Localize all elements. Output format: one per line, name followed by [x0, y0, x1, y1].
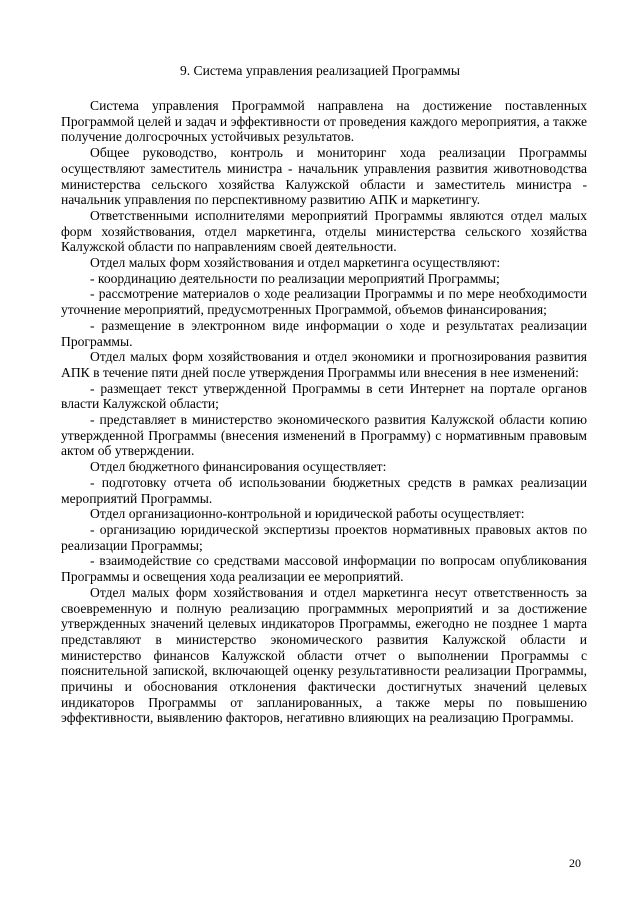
list-item-1: - координацию деятельности по реализации мероприятий Программы;	[90, 270, 500, 286]
list-item-4: - размещает текст утвержденной Программы в сети Интернет на портале органов власти Калужской области;	[61, 380, 587, 412]
list-item-5: - представляет в министерство экономического развития Калужской области копию утвержденной Программы (внесения изменений в Программу) с нормативным правовым актом об утверждении.	[61, 412, 587, 459]
paragraph-8: Отдел малых форм хозяйствования и отдел маркетинга несут ответственность за своевременную и полную реализацию программных мероприятий и за достижение утвержденных значений целевых индикаторов Программы, ежегодно не позднее 1 марта представляют в министерство экономического развития Калужской области и министерство финансов Калужской области отчет о выполнении Программы с пояснительной запиской, включающей оценку результативности реализации Программы, причины и обоснования отклонения фактически достигнутых значений целевых индикаторов Программы от запланированных, а также меры по повышению эффективности, выявлению факторов, негативно влияющих на реализацию Программы.	[61, 584, 587, 726]
paragraph-4: Отдел малых форм хозяйствования и отдел маркетинга осуществляют:	[90, 255, 501, 271]
list-item-3: - размещение в электронном виде информации о ходе и результатах реализации Программы.	[61, 317, 587, 349]
paragraph-1: Система управления Программой направлена на достижение поставленных Программой целей и задач и эффективности от проведения каждого мероприятия, а также получение долгосрочных устойчивых результатов.	[61, 98, 587, 145]
paragraph-3: Ответственными исполнителями мероприятий Программы являются отдел малых форм хозяйствования, отдел маркетинга, отделы министерства сельского хозяйства Калужской области по направлениям своей деятельности.	[61, 207, 587, 255]
list-item-2: - рассмотрение материалов о ходе реализации Программы и по мере необходимости уточнение мероприятий, предусмотренных Программой, объемов финансирования;	[61, 286, 587, 318]
section-title: 9. Система управления реализацией Программы	[179, 63, 461, 78]
list-item-6: - подготовку отчета об использовании бюджетных средств в рамках реализации мероприятий Программы.	[61, 474, 587, 506]
paragraph-6: Отдел бюджетного финансирования осуществляет:	[90, 459, 387, 475]
list-item-7: - организацию юридической экспертизы проектов нормативных правовых актов по реализации Программы;	[61, 521, 587, 553]
section-body	[61, 98, 587, 726]
paragraph-5: Отдел малых форм хозяйствования и отдел экономики и прогнозирования развития АПК в течение пяти дней после утверждения Программы или внесения в нее изменений:	[61, 349, 587, 380]
list-item-8: - взаимодействие со средствами массовой информации по вопросам опубликования Программы и освещения хода реализации ее мероприятий.	[61, 553, 587, 585]
page-number: 20	[569, 856, 581, 870]
paragraph-7: Отдел организационно-контрольной и юридической работы осуществляет:	[90, 506, 525, 522]
paragraph-2: Общее руководство, контроль и мониторинг хода реализации Программы осуществляют заместитель министра - начальник управления развития животноводства министерства сельского хозяйства Калужской области и заместитель министра - начальник управления по перспективному развитию АПК и маркетингу.	[61, 145, 587, 208]
